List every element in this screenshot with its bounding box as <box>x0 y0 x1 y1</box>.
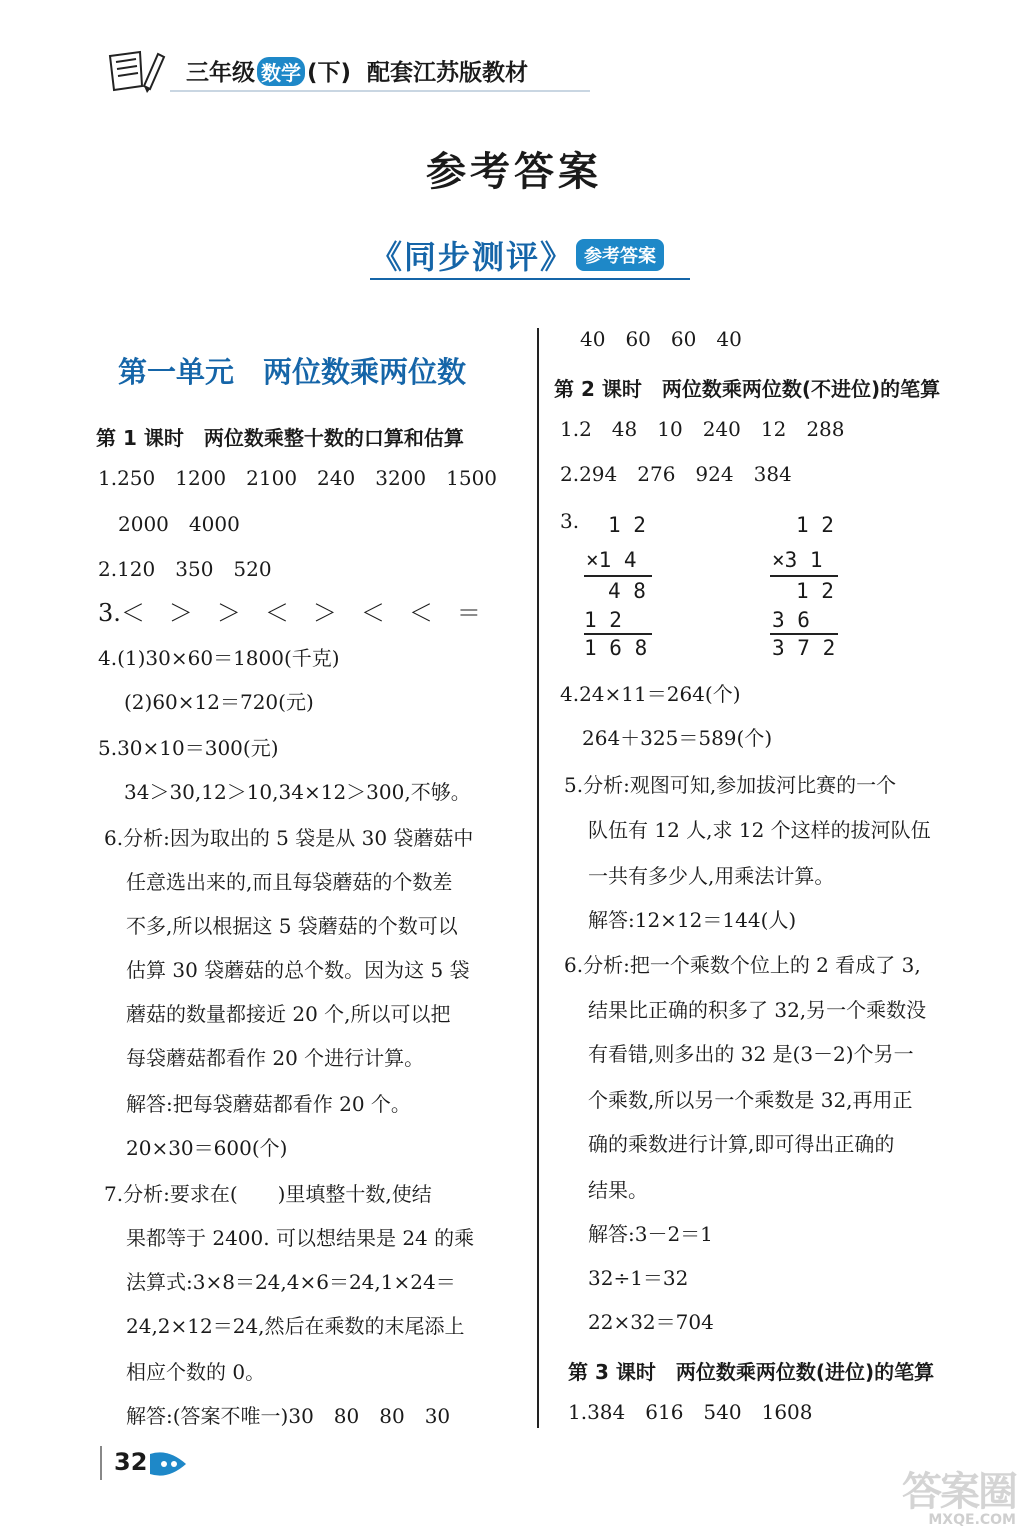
calc-multiplier: ×3 1 <box>772 548 823 572</box>
answer-line: 1.384 616 540 1608 <box>568 1400 813 1424</box>
answer-line: 2.294 276 924 384 <box>560 462 792 486</box>
header-text <box>186 54 528 87</box>
calc-rule <box>584 633 652 635</box>
page-number-bar <box>100 1446 102 1480</box>
answer-line: 蘑菇的数量都接近 20 个,所以可以把 <box>126 1002 451 1026</box>
answer-line: 264＋325＝589(个) <box>582 726 773 750</box>
banner-main: 《同步测评》 <box>370 238 575 276</box>
calc-partial-2: 3 6 <box>772 608 810 632</box>
calc-partial-2: 1 2 <box>584 608 622 632</box>
answer-line: 34＞30,12＞10,34×12＞300,不够。 <box>124 780 471 804</box>
answer-line: 任意选出来的,而且每袋蘑菇的个数差 <box>126 870 453 894</box>
answer-line: 确的乘数进行计算,即可得出正确的 <box>588 1132 895 1156</box>
header-grade: 三年级 <box>186 60 255 86</box>
answer-line: 每袋蘑菇都看作 20 个进行计算。 <box>126 1046 425 1070</box>
page-title: 参考答案 <box>426 149 602 195</box>
answer-line: 个乘数,所以另一个乘数是 32,再用正 <box>588 1088 913 1112</box>
calc-result: 1 6 8 <box>584 636 648 660</box>
answer-line: 结果。 <box>588 1178 648 1202</box>
lesson-3-title: 第 3 课时 两位数乘两位数(进位)的笔算 <box>568 1360 935 1384</box>
column-divider <box>537 328 539 1428</box>
answer-line: 32÷1＝32 <box>588 1266 689 1290</box>
banner-underline <box>370 278 690 280</box>
lesson-1-title: 第 1 课时 两位数乘整十数的口算和估算 <box>96 426 464 450</box>
answer-line: 24,2×12＝24,然后在乘数的末尾添上 <box>126 1314 465 1338</box>
answer-line: 5.30×10＝300(元) <box>98 736 279 760</box>
calc-partial-1: 4 8 <box>608 579 646 603</box>
answer-line: 结果比正确的积多了 32,另一个乘数没 <box>588 998 927 1022</box>
page-number: 32 <box>114 1448 148 1476</box>
calc-multiplicand: 1 2 <box>608 513 646 537</box>
answer-line: 3. <box>560 509 580 533</box>
header-term: (下) <box>307 60 352 86</box>
banner-tag: 参考答案 <box>576 239 664 271</box>
answer-line: 4.24×11＝264(个) <box>560 682 741 706</box>
answer-line: (2)60×12＝720(元) <box>124 690 314 714</box>
watermark <box>836 1469 1016 1532</box>
book-pencil-icon <box>100 46 170 96</box>
answer-line: 法算式:3×8＝24,4×6＝24,1×24＝ <box>126 1270 456 1294</box>
calc-rule <box>770 633 838 635</box>
answer-line: 6.分析:把一个乘数个位上的 2 看成了 3, <box>564 953 921 977</box>
answer-line: 果都等于 2400. 可以想结果是 24 的乘 <box>126 1226 475 1250</box>
lesson-2-title: 第 2 课时 两位数乘两位数(不进位)的笔算 <box>554 377 941 401</box>
answer-line: 20×30＝600(个) <box>126 1136 288 1160</box>
answer-line: 解答:(答案不唯一)30 80 80 30 <box>126 1404 451 1428</box>
answer-line: 3.＜ ＞ ＞ ＜ ＞ ＜ ＜ ＝ <box>98 599 481 627</box>
section-banner <box>370 232 664 278</box>
answer-line: 5.分析:观图可知,参加拔河比赛的一个 <box>564 773 897 797</box>
answer-line: 2000 4000 <box>118 512 240 536</box>
calc-rule <box>770 575 838 577</box>
answer-line: 1.2 48 10 240 12 288 <box>560 417 845 441</box>
answer-line: 队伍有 12 人,求 12 个这样的拔河队伍 <box>588 818 931 842</box>
answer-line: 估算 30 袋蘑菇的总个数。因为这 5 袋 <box>126 958 470 982</box>
answer-line: 7.分析:要求在( )里填整十数,使结 <box>104 1182 432 1206</box>
calc-rule <box>584 575 652 577</box>
page-dots-icon <box>148 1450 188 1478</box>
answer-line: 一共有多少人,用乘法计算。 <box>588 864 835 888</box>
answer-line: 22×32＝704 <box>588 1310 714 1334</box>
watermark-url: MXQE.COM <box>928 1512 1016 1528</box>
answer-line: 1.250 1200 2100 240 3200 1500 <box>98 466 498 490</box>
answer-line: 解答:12×12＝144(人) <box>588 908 797 932</box>
header-edition: 配套江苏版教材 <box>367 60 529 86</box>
header-rule <box>170 90 590 92</box>
calc-multiplier: ×1 4 <box>586 548 637 572</box>
calc-partial-1: 1 2 <box>796 579 834 603</box>
answer-line: 6.分析:因为取出的 5 袋是从 30 袋蘑菇中 <box>104 826 474 850</box>
watermark-logo: 答案圈 <box>902 1469 1016 1515</box>
answer-line: 解答:3－2＝1 <box>588 1222 713 1246</box>
answer-line: 2.120 350 520 <box>98 557 272 581</box>
answer-line: 不多,所以根据这 5 袋蘑菇的个数可以 <box>126 914 458 938</box>
calc-multiplicand: 1 2 <box>796 513 834 537</box>
book-header <box>100 46 590 98</box>
header-subject: 数学 <box>257 57 305 86</box>
answer-line: 有看错,则多出的 32 是(3－2)个另一 <box>588 1042 914 1066</box>
answer-line: 4.(1)30×60＝1800(千克) <box>98 646 340 670</box>
calc-result: 3 7 2 <box>772 636 836 660</box>
unit-title: 第一单元 两位数乘两位数 <box>118 355 467 389</box>
answer-line: 相应个数的 0。 <box>126 1360 266 1384</box>
answer-line: 解答:把每袋蘑菇都看作 20 个。 <box>126 1092 411 1116</box>
answer-line: 40 60 60 40 <box>580 327 742 351</box>
